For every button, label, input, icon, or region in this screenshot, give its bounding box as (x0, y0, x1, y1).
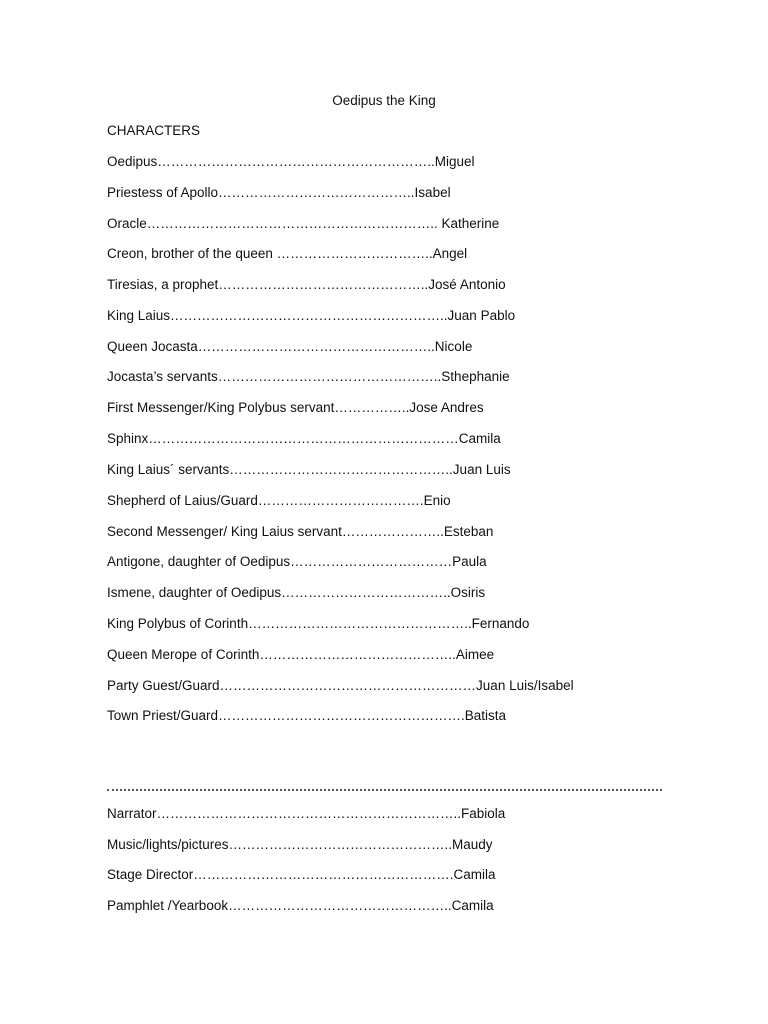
cast-line: King Polybus of Corinth…………………………………………..Fernando (107, 616, 530, 631)
cast-line: Shepherd of Laius/Guard……………………………….Enio (107, 493, 451, 508)
cast-line: King Laius´ servants…………………………………………..Juan Luis (107, 462, 511, 477)
cast-line: Ismene, daughter of Oedipus………………………………..Osiris (107, 585, 486, 600)
cast-line: Queen Merope of Corinth……………………………………..Aimee (107, 647, 495, 662)
crew-line: Pamphlet /Yearbook…………………………………………..Camila (107, 898, 494, 913)
crew-line: Narrator…………………………………………………………..Fabiola (107, 806, 506, 821)
cast-line: Town Priest/Guard……………………………………………….Batista (107, 708, 507, 723)
cast-line: Antigone, daughter of Oedipus………………………………Paula (107, 554, 487, 569)
cast-line: Jocasta’s servants…………………………………………..Sthephanie (107, 369, 510, 384)
document-title: Oedipus the King (332, 93, 436, 108)
cast-line: First Messenger/King Polybus servant……………..Jose Andres (107, 400, 484, 415)
crew-line: Stage Director………………………………………………….Camila (107, 867, 496, 882)
cast-line: Priestess of Apollo……………………………………..Isabel (107, 185, 451, 200)
cast-line: Second Messenger/ King Laius servant…………………..Esteban (107, 524, 494, 539)
cast-line: Queen Jocasta……………………………………………..Nicole (107, 339, 473, 354)
cast-line: Party Guest/Guard…………………………………………………Juan Luis/Isabel (107, 678, 574, 693)
cast-line: Creon, brother of the queen ……………………………..Angel (107, 246, 468, 261)
cast-line: Oedipus……………………………………………………..Miguel (107, 154, 475, 169)
cast-line: Sphinx……………………………………………………………Camila (107, 431, 501, 446)
cast-line: Tiresias, a prophet………………………………………..José Antonio (107, 277, 506, 292)
characters-heading: CHARACTERS (107, 123, 201, 138)
cast-line: Oracle……………………………………………………….. Katherine (107, 216, 500, 231)
section-divider (107, 789, 662, 793)
cast-line: King Laius……………………………………………………..Juan Pablo (107, 308, 516, 323)
crew-line: Music/lights/pictures…………………………………………..Maudy (107, 837, 493, 852)
